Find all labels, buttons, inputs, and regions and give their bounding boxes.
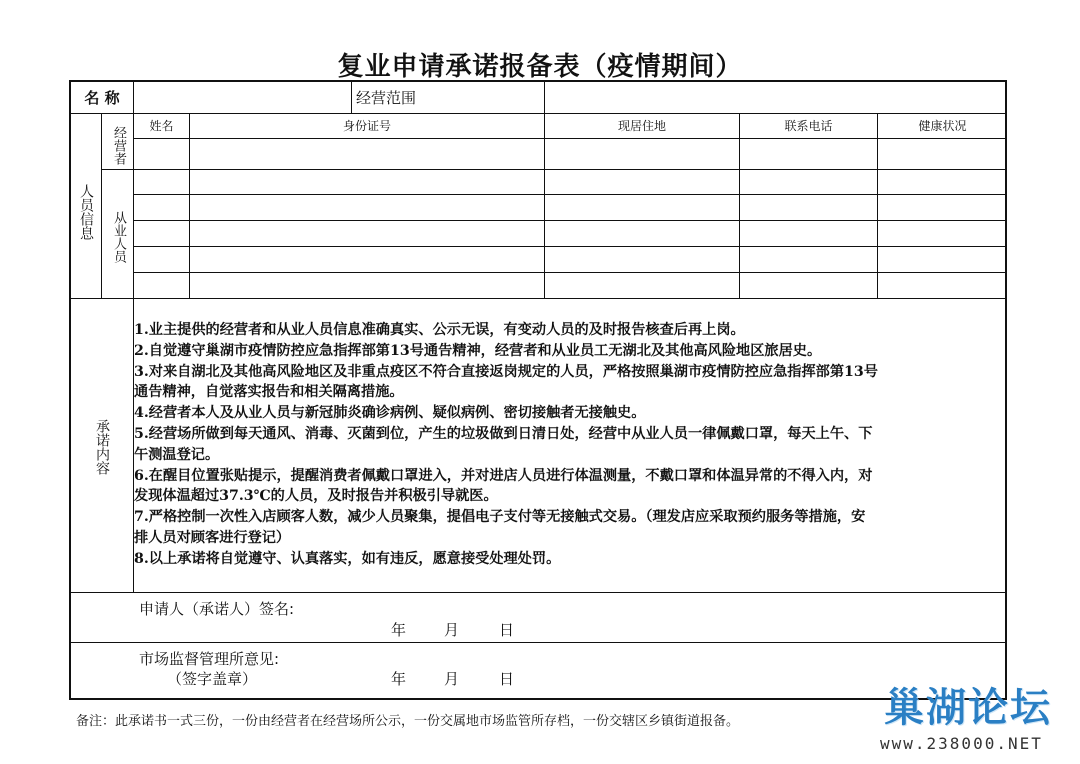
- row-divider: [133, 272, 1007, 273]
- commitment-line: 8.以上承诺将自觉遵守、认真落实，如有违反，愿意接受处理处罚。: [134, 550, 561, 567]
- personnel-section-label: 人员信息: [78, 184, 94, 240]
- col-divider: [739, 113, 740, 298]
- commitment-line: 1.业主提供的经营者和从业人员信息准确真实、公示无误，有变动人员的及时报告核查后再上岗。: [134, 322, 745, 338]
- col-divider: [101, 113, 102, 298]
- commitment-line: 2.自觉遵守巢湖市疫情防控应急指挥部第13号通告精神，经营者和从业员工无湖北及其他高风险地区旅居史。: [134, 342, 822, 359]
- scope-label: 经营范围: [356, 89, 417, 107]
- supervision-date-month: 月: [444, 670, 460, 688]
- column-header-health: 健康状况: [918, 119, 967, 133]
- row-divider: [133, 246, 1007, 247]
- commitment-section-label: 承诺内容: [94, 419, 110, 475]
- supervision-opinion-label: 市场监督管理所意见:: [139, 650, 280, 668]
- seal-label: （签字盖章）: [167, 670, 258, 688]
- form-title: 复业申请承诺报备表（疫情期间）: [337, 52, 743, 82]
- row-divider: [101, 169, 1007, 170]
- column-header-name: 姓名: [149, 119, 174, 133]
- row-divider: [71, 642, 1007, 643]
- commitment-line: 5.经营场所做到每天通风、消毒、灭菌到位，产生的垃圾做到日清日处，经营中从业人员一律佩戴口罩，每天上午、下: [134, 425, 873, 442]
- name-label: 名 称: [84, 89, 120, 107]
- commitment-line: 通告精神，自觉落实报告和相关隔离措施。: [134, 384, 404, 401]
- col-divider: [877, 113, 878, 298]
- commitment-line: 排人员对顾客进行登记）: [134, 529, 291, 546]
- row-divider: [133, 138, 1007, 139]
- commitment-form: [69, 80, 1007, 700]
- commitment-line: 午测温登记。: [134, 446, 220, 463]
- supervision-date-year: 年: [391, 670, 407, 688]
- applicant-signature-label: 申请人（承诺人）签名:: [139, 600, 295, 618]
- applicant-date-day: 日: [499, 621, 515, 639]
- commitment-line: 发现体温超过37.3℃的人员，及时报告并积极引导就医。: [134, 488, 498, 505]
- applicant-date-year: 年: [391, 621, 407, 639]
- column-header-id-number: 身份证号: [342, 119, 391, 133]
- watermark: [876, 676, 1076, 762]
- commitment-line: 3.对来自湖北及其他高风险地区及非重点疫区不符合直接返岗规定的人员，严格按照巢湖市疫情防控应急指挥部第13号: [134, 363, 878, 380]
- col-divider: [189, 113, 190, 298]
- supervision-date-day: 日: [499, 670, 515, 688]
- scope-value-field[interactable]: [545, 82, 1007, 113]
- commitment-line: 4.经营者本人及从业人员与新冠肺炎确诊病例、疑似病例、密切接触者无接触史。: [134, 405, 646, 422]
- row-divider: [133, 194, 1007, 195]
- column-header-phone: 联系电话: [784, 119, 833, 133]
- row-divider: [133, 220, 1007, 221]
- footnote: 备注：此承诺书一式三份，一份由经营者在经营场所公示，一份交属地市场监管所存档，一份交辖区乡镇街道报备。: [76, 714, 740, 729]
- row-divider: [71, 592, 1007, 593]
- watermark-logo-text: 巢湖论坛: [884, 685, 1052, 731]
- watermark-url: www.238000.NET: [880, 734, 1043, 753]
- name-value-field[interactable]: [134, 82, 351, 113]
- applicant-date-month: 月: [444, 621, 460, 639]
- commitment-text: [134, 320, 1004, 570]
- column-header-address: 现居住地: [617, 119, 666, 133]
- commitment-line: 6.在醒目位置张贴提示，提醒消费者佩戴口罩进入，并对进店人员进行体温测量，不戴口罩和体温异常的不得入内，对: [134, 467, 873, 484]
- staff-label: 从业人员: [111, 211, 126, 263]
- row-divider: [71, 298, 1007, 299]
- commitment-line: 7.严格控制一次性入店顾客人数，减少人员聚集，提倡电子支付等无接触式交易。（理发店应采取预约服务等措施，安: [134, 509, 866, 526]
- operator-label: 经营者: [111, 125, 126, 165]
